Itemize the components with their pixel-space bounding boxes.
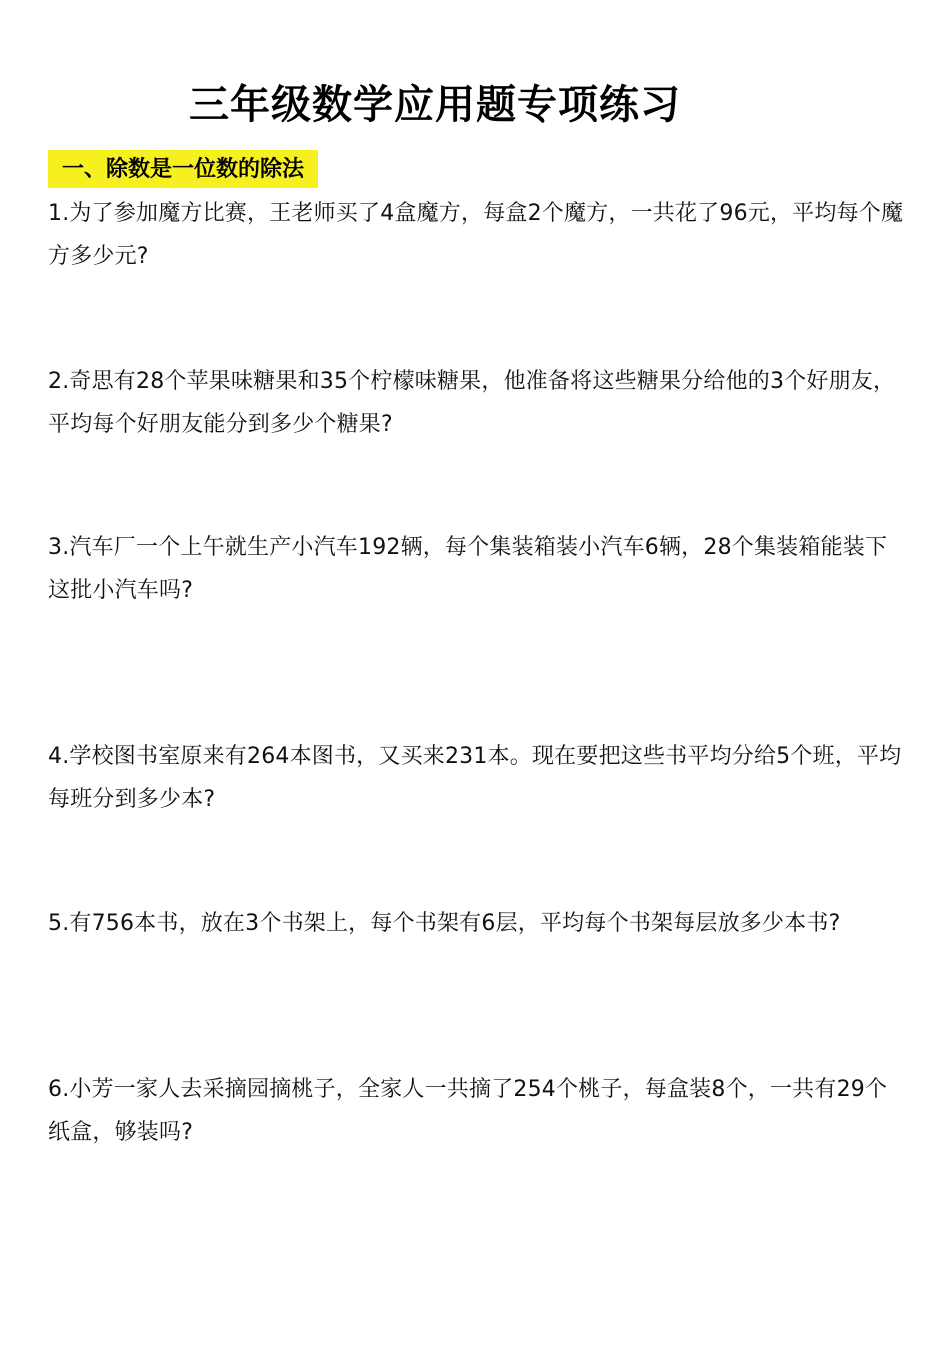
question-2: 2.奇思有28个苹果味糖果和35个柠檬味糖果，他准备将这些糖果分给他的3个好朋友，平均每个好朋友能分到多少个糖果?: [48, 369, 896, 437]
question-4: 4.学校图书室原来有264本图书，又买来231本。现在要把这些书平均分给5个班，平均每班分到多少本?: [48, 744, 902, 812]
question-6: 6.小芳一家人去采摘园摘桃子，全家人一共摘了254个桃子，每盒装8个，一共有29个纸盒，够装吗?: [48, 1077, 888, 1145]
question-1: 1.为了参加魔方比赛，王老师买了4盒魔方，每盒2个魔方，一共花了96元，平均每个魔方多少元?: [48, 201, 904, 269]
question-5: 5.有756本书，放在3个书架上，每个书架有6层，平均每个书架每层放多少本书?: [48, 911, 841, 936]
question-3: 3.汽车厂一个上午就生产小汽车192辆，每个集装箱装小汽车6辆，28个集装箱能装下这批小汽车吗?: [48, 535, 888, 603]
section-heading: 一、除数是一位数的除法: [48, 150, 318, 188]
page-title: 三年级数学应用题专项练习: [189, 82, 681, 128]
